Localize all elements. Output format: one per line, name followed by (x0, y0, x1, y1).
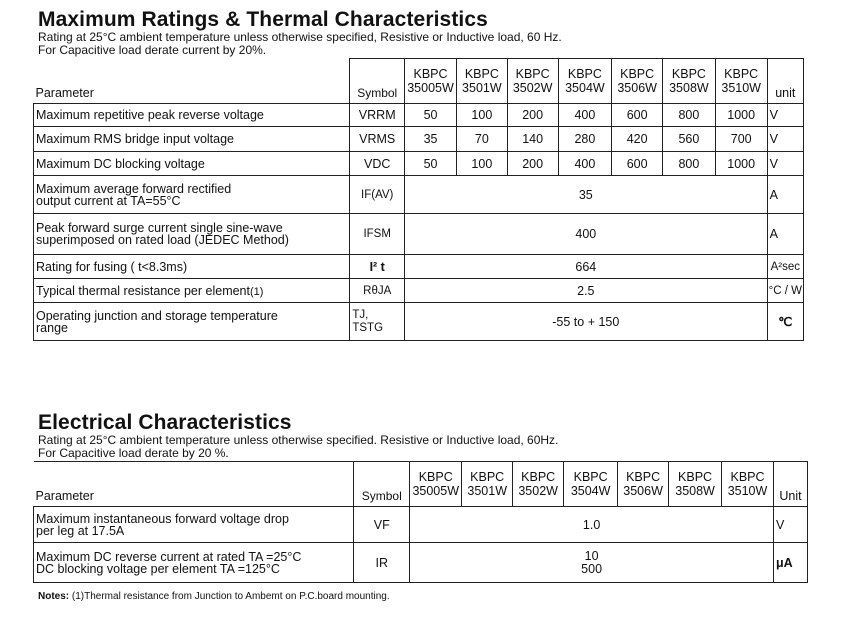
value-cell: 100 (456, 152, 507, 176)
electrical-col-model-6: KBPC 3508W (669, 462, 722, 507)
electrical-row-ir (34, 543, 808, 583)
ratings-row-tj (34, 303, 804, 341)
symbol-cell: IF(AV) (350, 176, 405, 214)
value-cell: 800 (663, 152, 716, 176)
value-cell: 200 (507, 152, 558, 176)
electrical-subtitle-1: Rating at 25°C ambient temperature unless otherwise specified. Resistive or Inductive load, 60Hz. (38, 433, 559, 447)
unit-cell: °C / W (767, 279, 803, 303)
value-cell: 400 (405, 214, 768, 255)
ratings-col-unit: unit (767, 59, 803, 104)
unit-cell: V (767, 127, 803, 152)
value-cell: -55 to + 150 (405, 303, 768, 341)
ratings-subtitle-2: For Capacitive load derate current by 20%. (38, 43, 267, 57)
value-cell: 35 (405, 176, 768, 214)
ratings-row-i2t (34, 255, 804, 279)
notes-label: Notes: (38, 591, 70, 602)
param-cell: Maximum repetitive peak reverse voltage (34, 104, 350, 127)
electrical-col-parameter: Parameter (34, 462, 354, 507)
value-cell: 100 (456, 104, 507, 127)
value-cell: 400 (558, 104, 612, 127)
symbol-cell: I² t (350, 255, 405, 279)
value-cell: 1.0 (410, 507, 774, 543)
notes-text: (1)Thermal resistance from Junction to Ambemt on P.C.board mounting. (69, 591, 390, 602)
value-cell: 70 (456, 127, 507, 152)
param-cell: Typical thermal resistance per element(1) (34, 279, 350, 303)
ratings-title: Maximum Ratings & Thermal Characteristics (38, 8, 488, 31)
electrical-title: Electrical Characteristics (38, 411, 292, 434)
electrical-col-symbol: Symbol (354, 462, 410, 507)
ratings-col-model-2: KBPC 3501W (456, 59, 507, 104)
param-cell: Maximum average forward rectified output current at TA=55°C (34, 176, 350, 214)
param-cell: Peak forward surge current single sine-wave superimposed on rated load (JEDEC Method) (34, 214, 350, 255)
value-cell: 700 (715, 127, 767, 152)
param-cell: Maximum DC blocking voltage (34, 152, 350, 176)
ratings-subtitle-1: Rating at 25°C ambient temperature unless otherwise specified, Resistive or Inductive load, 60 Hz. (38, 30, 562, 44)
value-cell: 420 (612, 127, 663, 152)
ratings-col-model-4: KBPC 3504W (558, 59, 612, 104)
unit-cell: ℃ (767, 303, 803, 341)
param-cell: Operating junction and storage temperature range (34, 303, 350, 341)
value-cell: 50 (405, 104, 457, 127)
ratings-header-row (34, 59, 804, 104)
value-cell: 800 (663, 104, 716, 127)
symbol-cell: IFSM (350, 214, 405, 255)
value-cell: 400 (558, 152, 612, 176)
electrical-row-vf (34, 507, 808, 543)
param-cell: Maximum instantaneous forward voltage drop per leg at 17.5A (34, 507, 354, 543)
symbol-cell: VF (354, 507, 410, 543)
unit-cell: V (767, 104, 803, 127)
ratings-col-model-1: KBPC 35005W (405, 59, 457, 104)
param-cell: Maximum RMS bridge input voltage (34, 127, 350, 152)
unit-cell: A²sec (767, 255, 803, 279)
electrical-col-model-7: KBPC 3510W (722, 462, 774, 507)
electrical-col-model-4: KBPC 3504W (564, 462, 618, 507)
electrical-col-model-3: KBPC 3502W (513, 462, 564, 507)
symbol-cell: VRMS (350, 127, 405, 152)
value-cell: 664 (405, 255, 768, 279)
value-cell: 1000 (715, 104, 767, 127)
value-cell: 280 (558, 127, 612, 152)
electrical-table (33, 461, 808, 583)
electrical-subtitle-2: For Capacitive load derate by 20 %. (38, 446, 229, 460)
value-cell: 140 (507, 127, 558, 152)
unit-cell: A (767, 214, 803, 255)
symbol-cell: VRRM (350, 104, 405, 127)
symbol-cell: VDC (350, 152, 405, 176)
ratings-col-symbol: Symbol (350, 59, 405, 104)
value-cell: 560 (663, 127, 716, 152)
ratings-col-parameter: Parameter (34, 59, 350, 104)
unit-cell: A (767, 176, 803, 214)
symbol-cell: TJ, TSTG (350, 303, 405, 341)
value-cell: 10 500 (410, 543, 774, 583)
electrical-header-row (34, 462, 808, 507)
value-cell: 1000 (715, 152, 767, 176)
unit-cell: μA (773, 543, 807, 583)
value-cell: 35 (405, 127, 457, 152)
ratings-row-ifsm (34, 214, 804, 255)
ratings-col-model-6: KBPC 3508W (663, 59, 716, 104)
value-cell: 200 (507, 104, 558, 127)
value-cell: 600 (612, 152, 663, 176)
ratings-col-model-7: KBPC 3510W (715, 59, 767, 104)
ratings-row-thermal (34, 279, 804, 303)
ratings-row-vrrm (34, 104, 804, 127)
param-cell: Rating for fusing ( t<8.3ms) (34, 255, 350, 279)
symbol-cell: IR (354, 543, 410, 583)
unit-cell: V (767, 152, 803, 176)
electrical-col-model-2: KBPC 3501W (462, 462, 513, 507)
electrical-col-unit: Unit (773, 462, 807, 507)
unit-cell: V (773, 507, 807, 543)
ratings-row-ifav (34, 176, 804, 214)
ratings-row-vdc (34, 152, 804, 176)
value-cell: 2.5 (405, 279, 768, 303)
electrical-col-model-1: KBPC 35005W (410, 462, 462, 507)
value-cell: 600 (612, 104, 663, 127)
param-cell: Maximum DC reverse current at rated TA =25°C DC blocking voltage per element TA =125°C (34, 543, 354, 583)
value-cell: 50 (405, 152, 457, 176)
symbol-cell: RθJA (350, 279, 405, 303)
ratings-row-vrms (34, 127, 804, 152)
electrical-col-model-5: KBPC 3506W (618, 462, 669, 507)
notes (38, 591, 390, 602)
ratings-col-model-3: KBPC 3502W (507, 59, 558, 104)
ratings-table (33, 58, 804, 341)
ratings-col-model-5: KBPC 3506W (612, 59, 663, 104)
